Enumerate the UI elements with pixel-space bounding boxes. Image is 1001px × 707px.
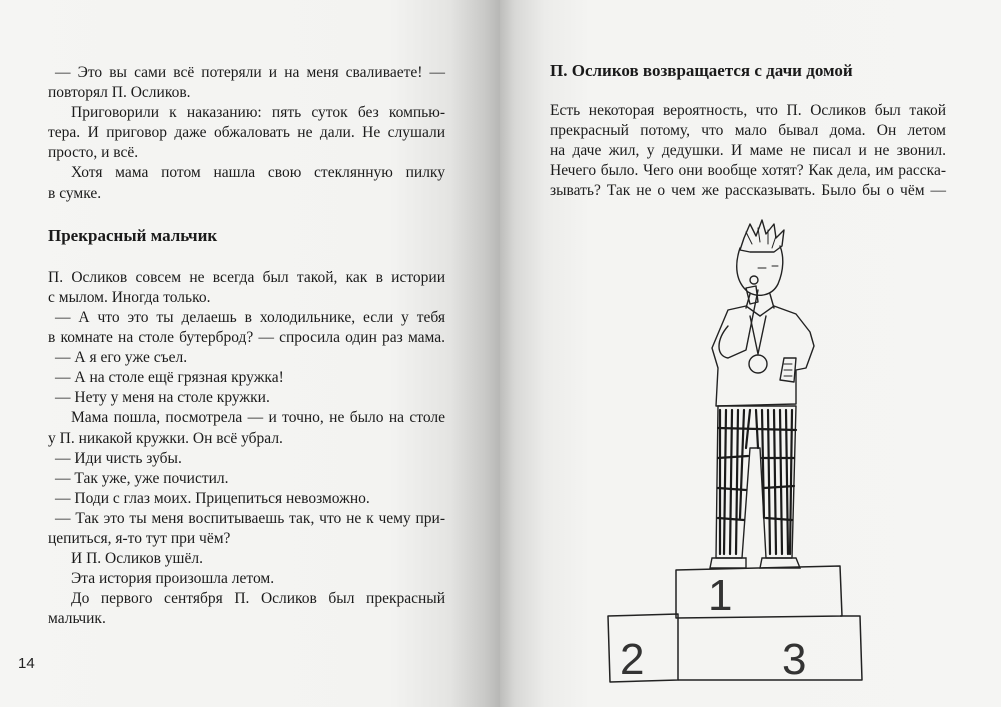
- text-line: — А что это ты делаешь в холодильнике, если у тебя: [55, 308, 445, 326]
- left-text-column: [48, 63, 445, 629]
- podium: [608, 566, 862, 682]
- text-line: мальчик.: [48, 610, 106, 628]
- text-line: — Иди чисть зубы.: [55, 449, 182, 467]
- text-line: Эта история произошла летом.: [71, 570, 275, 588]
- hair-outline: [740, 220, 784, 252]
- podium-label-third: 3: [782, 635, 807, 684]
- chapter-heading: Прекрасный мальчик: [48, 225, 218, 245]
- text-line: — Поди с глаз моих. Прицепиться невозможно.: [55, 489, 370, 507]
- left-page: [0, 0, 500, 707]
- text-line: у П. никакой кружки. Он всё убрал.: [48, 429, 283, 447]
- text-line: Хотя мама потом нашла свою стеклянную пилку: [71, 164, 445, 182]
- text-line: на даче жил, у дедушки. И маме не писал и не звонил.: [550, 142, 946, 160]
- chapter-heading: П. Осликов возвращается с дачи домой: [550, 61, 853, 80]
- text-line: И П. Осликов ушёл.: [71, 550, 203, 568]
- head-outline: [737, 246, 783, 295]
- podium-first: [676, 566, 842, 618]
- right-page: [500, 0, 1001, 707]
- text-line: Мама пошла, посмотрела — и точно, не было на столе: [71, 409, 445, 427]
- text-line: — Нету у меня на столе кружки.: [55, 389, 270, 407]
- text-line: — А на столе ещё грязная кружка!: [55, 369, 284, 387]
- text-line: в сумке.: [48, 184, 102, 202]
- text-line: с мылом. Иногда только.: [48, 288, 211, 306]
- text-line: До первого сентября П. Осликов был прекрасный: [71, 590, 445, 608]
- text-line: цепиться, я-то тут при чём?: [48, 529, 231, 547]
- text-line: повторял П. Осликов.: [48, 84, 191, 102]
- text-line: в комнате на столе бутерброд? — спросила один раз мама.: [48, 329, 445, 347]
- medal: [749, 355, 767, 373]
- text-line: П. Осликов совсем не всегда был такой, как в истории: [48, 268, 445, 286]
- boy-on-podium-illustration: [600, 218, 870, 696]
- podium-label-first: 1: [708, 571, 733, 620]
- page-number: 14: [18, 655, 35, 672]
- text-line: — Так уже, уже почистил.: [55, 469, 229, 487]
- text-line: просто, и всё.: [48, 144, 139, 162]
- text-line: тера. И приговор даже обжаловать не дали. Не слушали: [48, 124, 445, 142]
- text-line: Приговорили к наказанию: пять суток без компью-: [71, 104, 445, 122]
- right-text-column: [550, 101, 946, 201]
- text-line: зывать? Так не о чем же рассказывать. Было бы о чём —: [550, 182, 946, 200]
- text-line: прекрасный потому, что мало бывал дома. Он летом: [550, 122, 946, 140]
- text-line: Нечего было. Чего они вообще хотят? Как дела, им расска-: [550, 162, 946, 180]
- podium-label-second: 2: [620, 635, 645, 684]
- podium-third: [678, 616, 862, 680]
- text-line: — Это вы сами всё потеряли и на меня сваливаете! —: [55, 64, 445, 81]
- text-line: — А я его уже съел.: [55, 349, 188, 367]
- text-line: — Так это ты меня воспитываешь так, что не к чему при-: [55, 509, 445, 527]
- text-line: Есть некоторая вероятность, что П. Осликов был такой: [550, 102, 946, 119]
